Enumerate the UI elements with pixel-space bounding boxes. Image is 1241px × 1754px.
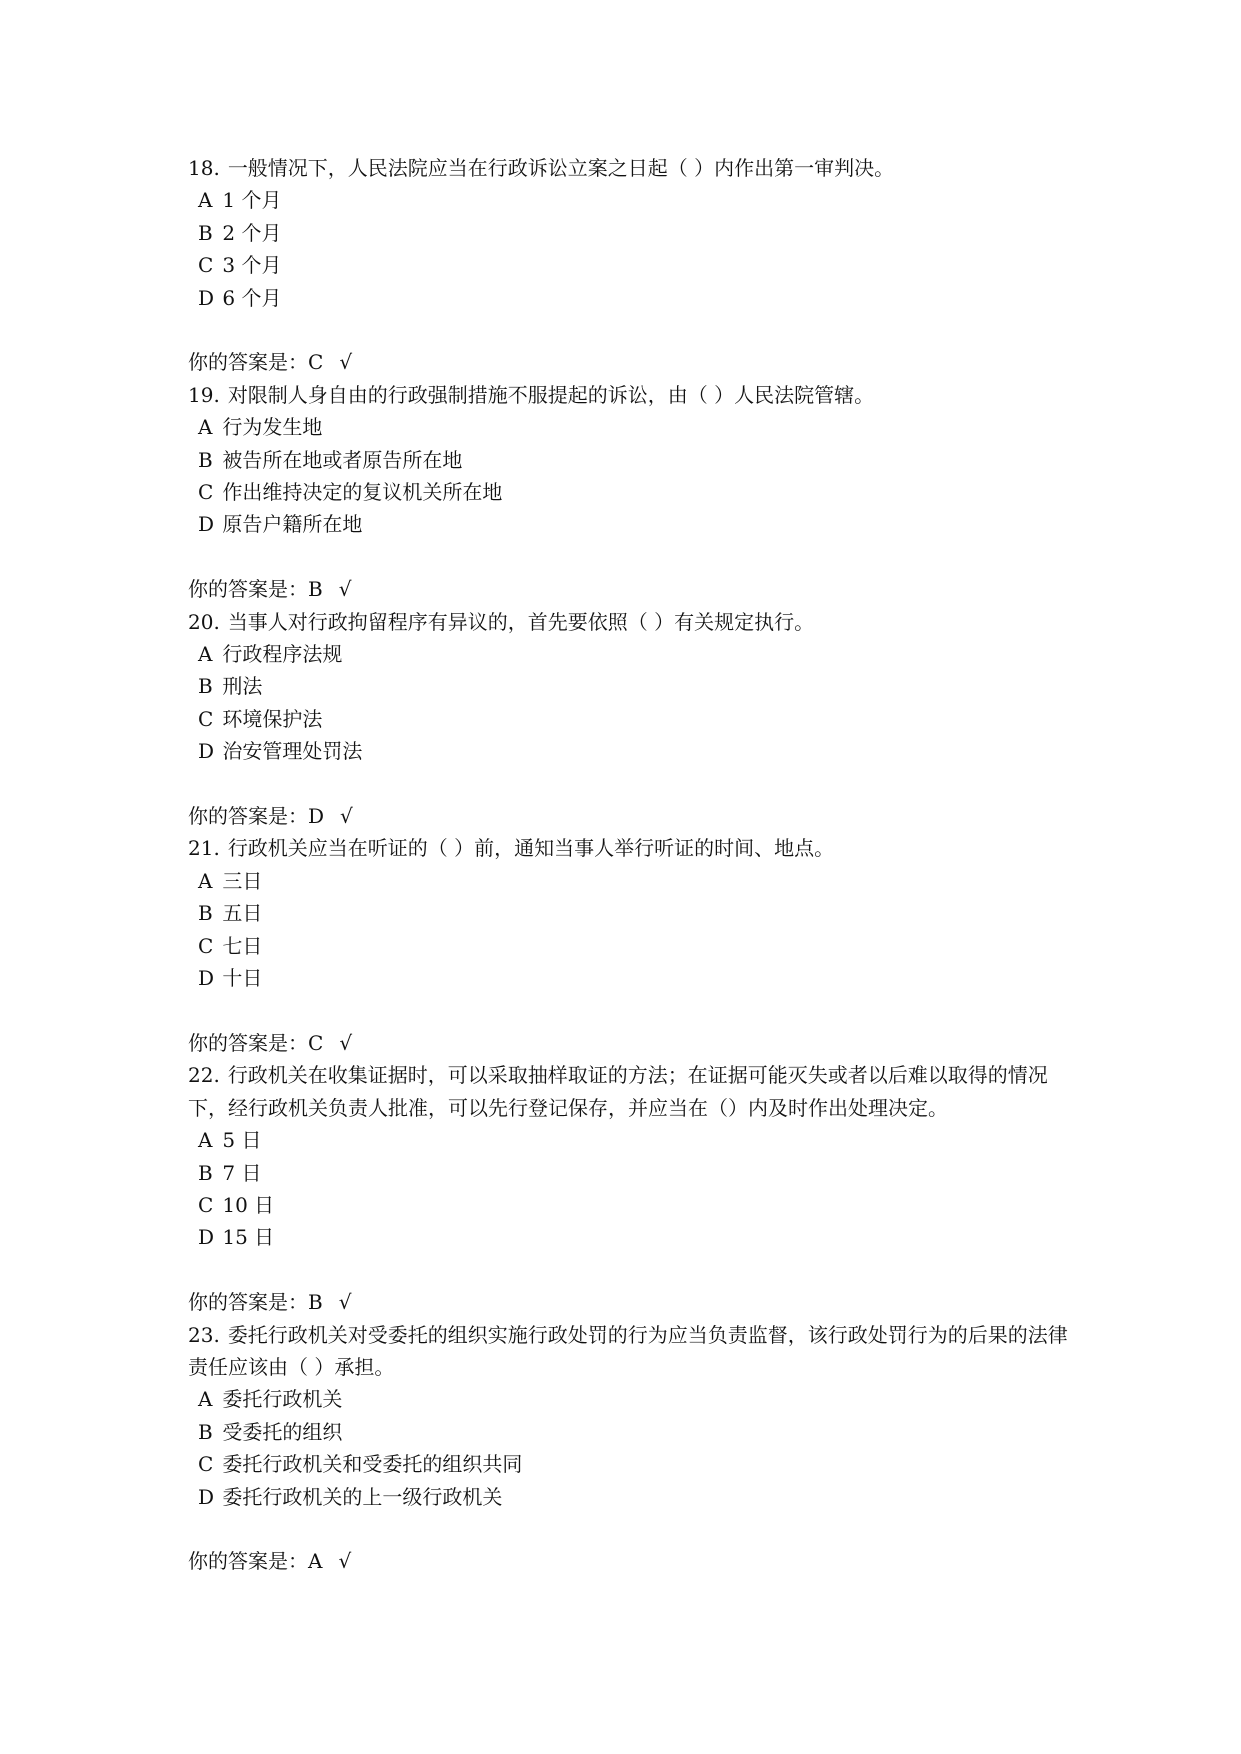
option-text: 委托行政机关和受委托的组织共同	[222, 1452, 523, 1477]
option-item	[188, 1383, 1068, 1415]
option-letter: D	[198, 512, 215, 537]
blank-line	[188, 768, 1068, 800]
check-mark-icon: √	[339, 350, 353, 375]
answer-value: B	[308, 1290, 323, 1315]
option-item	[188, 508, 1068, 540]
question-stem	[188, 832, 1068, 864]
option-text: 被告所在地或者原告所在地	[222, 447, 463, 472]
option-item	[188, 638, 1068, 670]
option-letter: A	[198, 642, 213, 667]
option-list	[188, 1124, 1068, 1254]
question-text: 委托行政机关对受委托的组织实施行政处罚的行为应当负责监督，该行政处罚行为的后果的法律责任应该由（ ）承担。	[188, 1322, 1068, 1379]
option-item	[188, 735, 1068, 767]
option-item	[188, 1481, 1068, 1513]
option-item	[188, 476, 1068, 508]
answer-prefix: 你的答案是：	[188, 1030, 308, 1055]
option-letter: B	[198, 674, 213, 699]
answer-line	[188, 1027, 1068, 1059]
question-text: 当事人对行政拘留程序有异议的，首先要依照（ ）有关规定执行。	[227, 609, 815, 634]
answer-prefix: 你的答案是：	[188, 1290, 308, 1315]
option-text: 原告户籍所在地	[222, 512, 363, 537]
option-item	[188, 217, 1068, 249]
answer-value: C	[308, 1030, 324, 1055]
question-number: 22.	[188, 1063, 220, 1088]
option-text: 3 个月	[222, 253, 282, 278]
answer-prefix: 你的答案是：	[188, 804, 308, 829]
option-letter: A	[198, 1128, 213, 1153]
answer-prefix: 你的答案是：	[188, 577, 308, 602]
option-letter: C	[198, 706, 214, 731]
option-item	[188, 282, 1068, 314]
answer-line	[188, 1286, 1068, 1318]
question-list	[188, 152, 1068, 1578]
option-text: 作出维持决定的复议机关所在地	[222, 480, 503, 505]
option-text: 十日	[222, 966, 263, 991]
option-item	[188, 703, 1068, 735]
option-letter: D	[198, 966, 215, 991]
option-item	[188, 1416, 1068, 1448]
option-item	[188, 444, 1068, 476]
answer-line	[188, 1545, 1068, 1577]
option-text: 委托行政机关的上一级行政机关	[222, 1484, 503, 1509]
option-letter: C	[198, 253, 214, 278]
question-block	[188, 606, 1068, 833]
question-text: 行政机关应当在听证的（ ）前，通知当事人举行听证的时间、地点。	[227, 836, 835, 861]
option-letter: B	[198, 447, 213, 472]
question-block	[188, 1059, 1068, 1318]
option-item	[188, 897, 1068, 929]
check-mark-icon: √	[338, 1290, 352, 1315]
question-stem	[188, 606, 1068, 638]
option-text: 三日	[222, 868, 263, 893]
option-text: 2 个月	[222, 220, 282, 245]
answer-prefix: 你的答案是：	[188, 350, 308, 375]
option-item	[188, 930, 1068, 962]
check-mark-icon: √	[338, 1549, 352, 1574]
option-item	[188, 184, 1068, 216]
option-text: 1 个月	[222, 188, 282, 213]
answer-value: A	[308, 1549, 323, 1574]
option-text: 行为发生地	[222, 415, 323, 440]
option-item	[188, 962, 1068, 994]
answer-prefix: 你的答案是：	[188, 1549, 308, 1574]
answer-value: B	[308, 577, 323, 602]
question-stem	[188, 152, 1068, 184]
question-number: 19.	[188, 382, 220, 407]
option-text: 刑法	[222, 674, 263, 699]
option-letter: C	[198, 480, 214, 505]
option-item	[188, 670, 1068, 702]
option-text: 受委托的组织	[222, 1419, 343, 1444]
question-block	[188, 152, 1068, 379]
answer-value: D	[308, 804, 325, 829]
option-text: 委托行政机关	[222, 1387, 343, 1412]
question-block	[188, 1319, 1068, 1578]
option-text: 七日	[222, 933, 263, 958]
option-letter: A	[198, 1387, 213, 1412]
option-text: 10 日	[222, 1192, 275, 1217]
blank-line	[188, 1513, 1068, 1545]
question-number: 23.	[188, 1322, 220, 1347]
option-letter: C	[198, 1452, 214, 1477]
option-letter: D	[198, 739, 215, 764]
option-text: 6 个月	[222, 285, 282, 310]
question-number: 21.	[188, 836, 220, 861]
option-item	[188, 1221, 1068, 1253]
option-letter: C	[198, 1192, 214, 1217]
option-letter: B	[198, 1419, 213, 1444]
option-list	[188, 411, 1068, 541]
answer-line	[188, 800, 1068, 832]
option-list	[188, 1383, 1068, 1513]
question-stem	[188, 1059, 1068, 1124]
answer-line	[188, 573, 1068, 605]
answer-line	[188, 346, 1068, 378]
option-letter: B	[198, 1160, 213, 1185]
option-list	[188, 184, 1068, 314]
question-text: 行政机关在收集证据时，可以采取抽样取证的方法；在证据可能灭失或者以后难以取得的情况下，经行政机关负责人批准，可以先行登记保存，并应当在（）内及时作出处理决定。	[188, 1063, 1048, 1120]
blank-line	[188, 1254, 1068, 1286]
option-item	[188, 411, 1068, 443]
option-letter: D	[198, 285, 215, 310]
option-text: 环境保护法	[222, 706, 323, 731]
blank-line	[188, 541, 1068, 573]
question-stem	[188, 379, 1068, 411]
question-number: 18.	[188, 156, 220, 180]
check-mark-icon: √	[340, 804, 353, 829]
option-item	[188, 1124, 1068, 1156]
option-letter: A	[198, 188, 213, 213]
option-item	[188, 865, 1068, 897]
option-letter: B	[198, 901, 213, 926]
option-list	[188, 638, 1068, 768]
option-letter: C	[198, 933, 214, 958]
option-item	[188, 1448, 1068, 1480]
question-stem	[188, 1319, 1068, 1384]
check-mark-icon: √	[338, 577, 352, 602]
option-letter: D	[198, 1225, 215, 1250]
question-block	[188, 832, 1068, 1059]
option-text: 5 日	[222, 1128, 262, 1153]
answer-value: C	[308, 350, 324, 375]
option-text: 治安管理处罚法	[222, 739, 363, 764]
option-item	[188, 249, 1068, 281]
option-letter: D	[198, 1484, 215, 1509]
option-item	[188, 1157, 1068, 1189]
question-number: 20.	[188, 609, 220, 634]
option-text: 五日	[222, 901, 263, 926]
blank-line	[188, 995, 1068, 1027]
option-letter: A	[198, 415, 213, 440]
option-item	[188, 1189, 1068, 1221]
question-text: 一般情况下，人民法院应当在行政诉讼立案之日起（ ）内作出第一审判决。	[227, 156, 895, 180]
option-text: 行政程序法规	[222, 642, 343, 667]
option-list	[188, 865, 1068, 995]
option-letter: A	[198, 868, 213, 893]
question-block	[188, 379, 1068, 606]
option-letter: B	[198, 220, 213, 245]
blank-line	[188, 314, 1068, 346]
option-text: 7 日	[222, 1160, 262, 1185]
option-text: 15 日	[222, 1225, 275, 1250]
check-mark-icon: √	[339, 1030, 353, 1055]
question-text: 对限制人身自由的行政强制措施不服提起的诉讼，由（ ）人民法院管辖。	[227, 382, 875, 407]
